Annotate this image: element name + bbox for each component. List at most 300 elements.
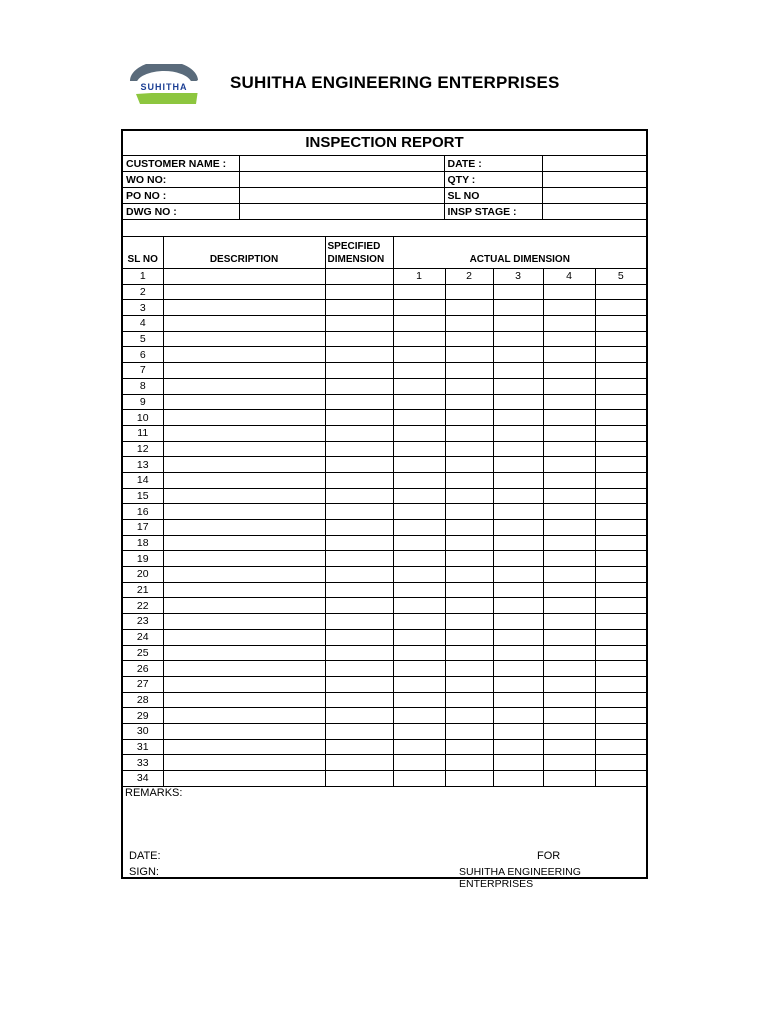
actual-dimension-cell[interactable] (543, 708, 595, 724)
specified-dimension-cell[interactable] (325, 394, 393, 410)
actual-dimension-cell[interactable] (595, 629, 646, 645)
actual-dimension-cell[interactable] (393, 284, 445, 300)
row-sl-no: 13 (123, 457, 163, 473)
table-row (123, 535, 646, 551)
description-cell[interactable] (163, 755, 325, 771)
description-cell[interactable] (163, 410, 325, 426)
row-sl-no: 12 (123, 441, 163, 457)
actual-dimension-cell[interactable] (493, 629, 543, 645)
row-sl-no: 30 (123, 723, 163, 739)
specified-dimension-cell[interactable] (325, 300, 393, 316)
po-no-label: PO NO : (123, 188, 239, 204)
description-cell[interactable] (163, 300, 325, 316)
table-row (123, 284, 646, 300)
specified-dimension-cell[interactable] (325, 441, 393, 457)
specified-dimension-cell[interactable] (325, 614, 393, 630)
row-sl-no: 4 (123, 316, 163, 332)
actual-dimension-cell[interactable] (543, 535, 595, 551)
specified-dimension-cell[interactable] (325, 661, 393, 677)
specified-dimension-cell[interactable] (325, 488, 393, 504)
description-cell[interactable] (163, 582, 325, 598)
actual-dimension-cell[interactable] (595, 739, 646, 755)
actual-dimension-cell[interactable] (393, 378, 445, 394)
table-row (123, 629, 646, 645)
actual-dimension-cell[interactable] (445, 316, 493, 332)
actual-dimension-cell[interactable] (393, 331, 445, 347)
actual-dimension-cell[interactable] (493, 723, 543, 739)
actual-dimension-cell[interactable] (445, 629, 493, 645)
table-row (123, 520, 646, 536)
footer-company-label: SUHITHA ENGINEERING ENTERPRISES (459, 866, 581, 890)
actual-dim-sub-header: 3 (493, 269, 543, 285)
actual-dimension-cell[interactable] (493, 551, 543, 567)
row-sl-no: 11 (123, 425, 163, 441)
actual-dimension-cell[interactable] (543, 410, 595, 426)
actual-dimension-cell[interactable] (543, 284, 595, 300)
actual-dimension-cell[interactable] (543, 300, 595, 316)
date-label: DATE : (444, 156, 542, 172)
row-sl-no: 2 (123, 284, 163, 300)
actual-dimension-cell[interactable] (445, 284, 493, 300)
row-sl-no: 18 (123, 535, 163, 551)
actual-dimension-cell[interactable] (493, 331, 543, 347)
description-cell[interactable] (163, 347, 325, 363)
specified-dimension-cell[interactable] (325, 284, 393, 300)
actual-dimension-cell[interactable] (493, 661, 543, 677)
customer-name-field[interactable] (239, 156, 444, 172)
actual-dimension-cell[interactable] (493, 394, 543, 410)
actual-dimension-cell[interactable] (393, 739, 445, 755)
row-sl-no: 24 (123, 629, 163, 645)
table-row (123, 598, 646, 614)
actual-dimension-cell[interactable] (595, 755, 646, 771)
table-row (123, 472, 646, 488)
col-specified-line1: SPECIFIED (327, 240, 381, 252)
table-row (123, 582, 646, 598)
actual-dimension-cell[interactable] (445, 504, 493, 520)
row-sl-no: 21 (123, 582, 163, 598)
actual-dimension-cell[interactable] (445, 394, 493, 410)
table-row (123, 441, 646, 457)
row-sl-no: 14 (123, 472, 163, 488)
table-row (123, 488, 646, 504)
actual-dimension-cell[interactable] (493, 457, 543, 473)
actual-dimension-cell[interactable] (493, 645, 543, 661)
description-cell[interactable] (163, 708, 325, 724)
actual-dimension-cell[interactable] (543, 598, 595, 614)
actual-dimension-cell[interactable] (493, 614, 543, 630)
actual-dimension-cell[interactable] (393, 755, 445, 771)
description-cell[interactable] (163, 284, 325, 300)
actual-dimension-cell[interactable] (493, 425, 543, 441)
specified-dimension-cell[interactable] (325, 347, 393, 363)
description-cell[interactable] (163, 472, 325, 488)
row-sl-no: 34 (123, 771, 163, 787)
table-row (123, 645, 646, 661)
actual-dimension-cell[interactable] (543, 582, 595, 598)
actual-dimension-cell[interactable] (595, 708, 646, 724)
actual-dimension-cell[interactable] (595, 363, 646, 379)
specified-dimension-cell[interactable] (325, 472, 393, 488)
actual-dimension-cell[interactable] (445, 598, 493, 614)
actual-dimension-cell[interactable] (393, 441, 445, 457)
row-sl-no: 16 (123, 504, 163, 520)
table-row (123, 347, 646, 363)
actual-dimension-cell[interactable] (595, 535, 646, 551)
wo-no-field[interactable] (239, 172, 444, 188)
actual-dimension-cell[interactable] (445, 755, 493, 771)
actual-dimension-cell[interactable] (543, 425, 595, 441)
actual-dimension-cell[interactable] (445, 676, 493, 692)
col-actual-dimension: ACTUAL DIMENSION (393, 237, 646, 269)
col-description: DESCRIPTION (163, 237, 325, 269)
actual-dimension-cell[interactable] (445, 363, 493, 379)
specified-dimension-cell[interactable] (325, 598, 393, 614)
row-sl-no: 1 (123, 269, 163, 285)
actual-dimension-cell[interactable] (393, 520, 445, 536)
row-sl-no: 9 (123, 394, 163, 410)
actual-dimension-cell[interactable] (445, 645, 493, 661)
customer-name-label: CUSTOMER NAME : (123, 156, 239, 172)
specified-dimension-cell[interactable] (325, 535, 393, 551)
actual-dimension-cell[interactable] (445, 425, 493, 441)
actual-dimension-cell[interactable] (393, 645, 445, 661)
actual-dimension-cell[interactable] (493, 598, 543, 614)
table-row (123, 723, 646, 739)
description-cell[interactable] (163, 739, 325, 755)
actual-dimension-cell[interactable] (393, 347, 445, 363)
actual-dimension-cell[interactable] (393, 614, 445, 630)
actual-dimension-cell[interactable] (595, 645, 646, 661)
actual-dimension-cell[interactable] (445, 300, 493, 316)
description-cell[interactable] (163, 488, 325, 504)
actual-dimension-cell[interactable] (543, 551, 595, 567)
actual-dimension-cell[interactable] (595, 504, 646, 520)
actual-dim-sub-header: 2 (445, 269, 493, 285)
dwg-no-field[interactable] (239, 204, 444, 220)
actual-dimension-cell[interactable] (493, 692, 543, 708)
actual-dimension-cell[interactable] (543, 331, 595, 347)
specified-dimension-cell[interactable] (325, 520, 393, 536)
description-cell[interactable] (163, 723, 325, 739)
table-row (123, 755, 646, 771)
actual-dimension-cell[interactable] (493, 676, 543, 692)
remarks-section (123, 784, 646, 890)
col-sl-no: SL NO (123, 237, 163, 269)
actual-dimension-cell[interactable] (445, 614, 493, 630)
specified-dimension-cell[interactable] (325, 645, 393, 661)
actual-dimension-cell[interactable] (595, 488, 646, 504)
table-row (123, 551, 646, 567)
actual-dimension-cell[interactable] (543, 520, 595, 536)
actual-dimension-cell[interactable] (393, 723, 445, 739)
actual-dimension-cell[interactable] (595, 394, 646, 410)
actual-dimension-cell[interactable] (393, 661, 445, 677)
specified-dimension-cell[interactable] (325, 708, 393, 724)
actual-dimension-cell[interactable] (393, 457, 445, 473)
actual-dimension-cell[interactable] (543, 629, 595, 645)
actual-dim-sub-header: 5 (595, 269, 646, 285)
footer-date-label: DATE: (129, 850, 161, 862)
dwg-no-label: DWG NO : (123, 204, 239, 220)
table-row (123, 457, 646, 473)
actual-dimension-cell[interactable] (595, 425, 646, 441)
actual-dimension-cell[interactable] (445, 723, 493, 739)
actual-dimension-cell[interactable] (543, 316, 595, 332)
actual-dimension-cell[interactable] (595, 347, 646, 363)
actual-dimension-cell[interactable] (393, 708, 445, 724)
actual-dimension-cell[interactable] (543, 441, 595, 457)
actual-dimension-cell[interactable] (595, 582, 646, 598)
actual-dimension-cell[interactable] (393, 692, 445, 708)
actual-dimension-cell[interactable] (445, 347, 493, 363)
actual-dimension-cell[interactable] (595, 692, 646, 708)
specified-dimension-cell[interactable] (325, 567, 393, 583)
actual-dim-sub-header: 1 (393, 269, 445, 285)
actual-dimension-cell[interactable] (595, 441, 646, 457)
table-row (123, 410, 646, 426)
row-sl-no: 5 (123, 331, 163, 347)
description-cell[interactable] (163, 441, 325, 457)
actual-dimension-cell[interactable] (393, 300, 445, 316)
specified-dimension-cell[interactable] (325, 755, 393, 771)
actual-dimension-cell[interactable] (595, 551, 646, 567)
actual-dimension-cell[interactable] (543, 347, 595, 363)
actual-dimension-cell[interactable] (595, 300, 646, 316)
actual-dimension-cell[interactable] (393, 582, 445, 598)
specified-dimension-cell[interactable] (325, 551, 393, 567)
row-sl-no: 29 (123, 708, 163, 724)
description-cell[interactable] (163, 504, 325, 520)
table-row (123, 567, 646, 583)
actual-dimension-cell[interactable] (543, 645, 595, 661)
actual-dimension-cell[interactable] (595, 567, 646, 583)
table-row (123, 661, 646, 677)
actual-dimension-cell[interactable] (445, 472, 493, 488)
actual-dimension-cell[interactable] (595, 457, 646, 473)
actual-dimension-cell[interactable] (393, 410, 445, 426)
actual-dimension-cell[interactable] (493, 535, 543, 551)
actual-dimension-cell[interactable] (445, 535, 493, 551)
actual-dimension-cell[interactable] (543, 661, 595, 677)
actual-dimension-cell[interactable] (543, 394, 595, 410)
actual-dimension-cell[interactable] (543, 488, 595, 504)
table-row (123, 504, 646, 520)
actual-dimension-cell[interactable] (393, 629, 445, 645)
actual-dimension-cell[interactable] (493, 582, 543, 598)
description-cell[interactable] (163, 535, 325, 551)
actual-dimension-cell[interactable] (445, 551, 493, 567)
actual-dimension-cell[interactable] (445, 441, 493, 457)
actual-dimension-cell[interactable] (445, 739, 493, 755)
footer-for-label: FOR (537, 850, 561, 862)
specified-dimension-cell[interactable] (325, 739, 393, 755)
row-sl-no: 28 (123, 692, 163, 708)
actual-dimension-cell[interactable] (393, 472, 445, 488)
insp-stage-field[interactable] (542, 204, 646, 220)
actual-dimension-cell[interactable] (493, 300, 543, 316)
actual-dimension-cell[interactable] (595, 661, 646, 677)
table-row (123, 739, 646, 755)
description-cell[interactable] (163, 661, 325, 677)
description-cell[interactable] (163, 629, 325, 645)
specified-dimension-cell[interactable] (325, 676, 393, 692)
description-cell[interactable] (163, 269, 325, 285)
actual-dimension-cell[interactable] (445, 378, 493, 394)
actual-dimension-cell[interactable] (445, 331, 493, 347)
description-cell[interactable] (163, 676, 325, 692)
table-row (123, 331, 646, 347)
description-cell[interactable] (163, 457, 325, 473)
row-sl-no: 31 (123, 739, 163, 755)
actual-dimension-cell[interactable] (493, 520, 543, 536)
row-sl-no: 20 (123, 567, 163, 583)
row-sl-no: 26 (123, 661, 163, 677)
po-no-field[interactable] (239, 188, 444, 204)
actual-dimension-cell[interactable] (595, 598, 646, 614)
actual-dimension-cell[interactable] (493, 410, 543, 426)
actual-dimension-cell[interactable] (543, 723, 595, 739)
actual-dimension-cell[interactable] (595, 410, 646, 426)
description-cell[interactable] (163, 692, 325, 708)
inspection-form (121, 129, 648, 890)
actual-dimension-cell[interactable] (393, 394, 445, 410)
actual-dimension-cell[interactable] (393, 504, 445, 520)
actual-dimension-cell[interactable] (393, 363, 445, 379)
description-cell[interactable] (163, 520, 325, 536)
actual-dimension-cell[interactable] (493, 378, 543, 394)
specified-dimension-cell[interactable] (325, 723, 393, 739)
description-cell[interactable] (163, 331, 325, 347)
actual-dimension-cell[interactable] (393, 316, 445, 332)
wo-no-label: WO NO: (123, 172, 239, 188)
actual-dimension-cell[interactable] (445, 457, 493, 473)
actual-dimension-cell[interactable] (543, 567, 595, 583)
actual-dimension-cell[interactable] (493, 316, 543, 332)
actual-dimension-cell[interactable] (543, 457, 595, 473)
description-cell[interactable] (163, 425, 325, 441)
actual-dimension-cell[interactable] (493, 441, 543, 457)
actual-dimension-cell[interactable] (543, 378, 595, 394)
actual-dimension-cell[interactable] (393, 598, 445, 614)
row-sl-no: 23 (123, 614, 163, 630)
specified-dimension-cell[interactable] (325, 692, 393, 708)
actual-dimension-cell[interactable] (595, 378, 646, 394)
description-cell[interactable] (163, 598, 325, 614)
actual-dimension-cell[interactable] (445, 661, 493, 677)
actual-dimension-cell[interactable] (393, 567, 445, 583)
actual-dimension-cell[interactable] (543, 676, 595, 692)
actual-dimension-cell[interactable] (445, 582, 493, 598)
specified-dimension-cell[interactable] (325, 504, 393, 520)
qty-field[interactable] (542, 172, 646, 188)
actual-dimension-cell[interactable] (493, 347, 543, 363)
description-cell[interactable] (163, 567, 325, 583)
actual-dimension-cell[interactable] (493, 284, 543, 300)
table-row (123, 363, 646, 379)
row-sl-no: 27 (123, 676, 163, 692)
actual-dimension-cell[interactable] (595, 723, 646, 739)
specified-dimension-cell[interactable] (325, 425, 393, 441)
specified-dimension-cell[interactable] (325, 629, 393, 645)
description-cell[interactable] (163, 316, 325, 332)
description-cell[interactable] (163, 363, 325, 379)
description-cell[interactable] (163, 551, 325, 567)
actual-dimension-cell[interactable] (493, 739, 543, 755)
specified-dimension-cell[interactable] (325, 378, 393, 394)
actual-dimension-cell[interactable] (445, 692, 493, 708)
remarks-label: REMARKS: (125, 787, 183, 799)
actual-dimension-cell[interactable] (543, 472, 595, 488)
specified-dimension-cell[interactable] (325, 410, 393, 426)
row-sl-no: 8 (123, 378, 163, 394)
table-row (123, 394, 646, 410)
actual-dimension-cell[interactable] (493, 567, 543, 583)
actual-dimension-cell[interactable] (493, 363, 543, 379)
actual-dimension-cell[interactable] (543, 614, 595, 630)
actual-dimension-cell[interactable] (595, 614, 646, 630)
description-cell[interactable] (163, 645, 325, 661)
dimension-table (123, 236, 646, 787)
actual-dimension-cell[interactable] (393, 488, 445, 504)
actual-dimension-cell[interactable] (543, 755, 595, 771)
table-row (123, 316, 646, 332)
actual-dimension-cell[interactable] (445, 567, 493, 583)
actual-dimension-cell[interactable] (493, 504, 543, 520)
actual-dimension-cell[interactable] (595, 331, 646, 347)
specified-dimension-cell[interactable] (325, 582, 393, 598)
actual-dimension-cell[interactable] (393, 551, 445, 567)
specified-dimension-cell[interactable] (325, 457, 393, 473)
actual-dimension-cell[interactable] (445, 488, 493, 504)
table-row (123, 269, 646, 285)
actual-dimension-cell[interactable] (543, 692, 595, 708)
col-specified-dimension (325, 237, 393, 269)
actual-dimension-cell[interactable] (595, 676, 646, 692)
specified-dimension-cell[interactable] (325, 316, 393, 332)
actual-dimension-cell[interactable] (393, 535, 445, 551)
actual-dimension-cell[interactable] (445, 708, 493, 724)
description-cell[interactable] (163, 394, 325, 410)
sl-no-field[interactable] (542, 188, 646, 204)
actual-dimension-cell[interactable] (595, 316, 646, 332)
description-cell[interactable] (163, 614, 325, 630)
actual-dimension-cell[interactable] (393, 425, 445, 441)
row-sl-no: 15 (123, 488, 163, 504)
specified-dimension-cell[interactable] (325, 363, 393, 379)
description-cell[interactable] (163, 378, 325, 394)
actual-dimension-cell[interactable] (543, 739, 595, 755)
actual-dimension-cell[interactable] (543, 363, 595, 379)
specified-dimension-cell[interactable] (325, 331, 393, 347)
actual-dimension-cell[interactable] (595, 472, 646, 488)
actual-dimension-cell[interactable] (543, 504, 595, 520)
actual-dimension-cell[interactable] (445, 410, 493, 426)
actual-dimension-cell[interactable] (595, 520, 646, 536)
actual-dimension-cell[interactable] (493, 708, 543, 724)
actual-dimension-cell[interactable] (595, 284, 646, 300)
row-sl-no: 33 (123, 755, 163, 771)
spacer-row (123, 219, 646, 237)
actual-dimension-cell[interactable] (445, 520, 493, 536)
actual-dimension-cell[interactable] (493, 488, 543, 504)
row-sl-no: 22 (123, 598, 163, 614)
actual-dimension-cell[interactable] (493, 755, 543, 771)
actual-dimension-cell[interactable] (493, 472, 543, 488)
actual-dimension-cell[interactable] (393, 676, 445, 692)
date-field[interactable] (542, 156, 646, 172)
specified-dimension-cell[interactable] (325, 269, 393, 285)
